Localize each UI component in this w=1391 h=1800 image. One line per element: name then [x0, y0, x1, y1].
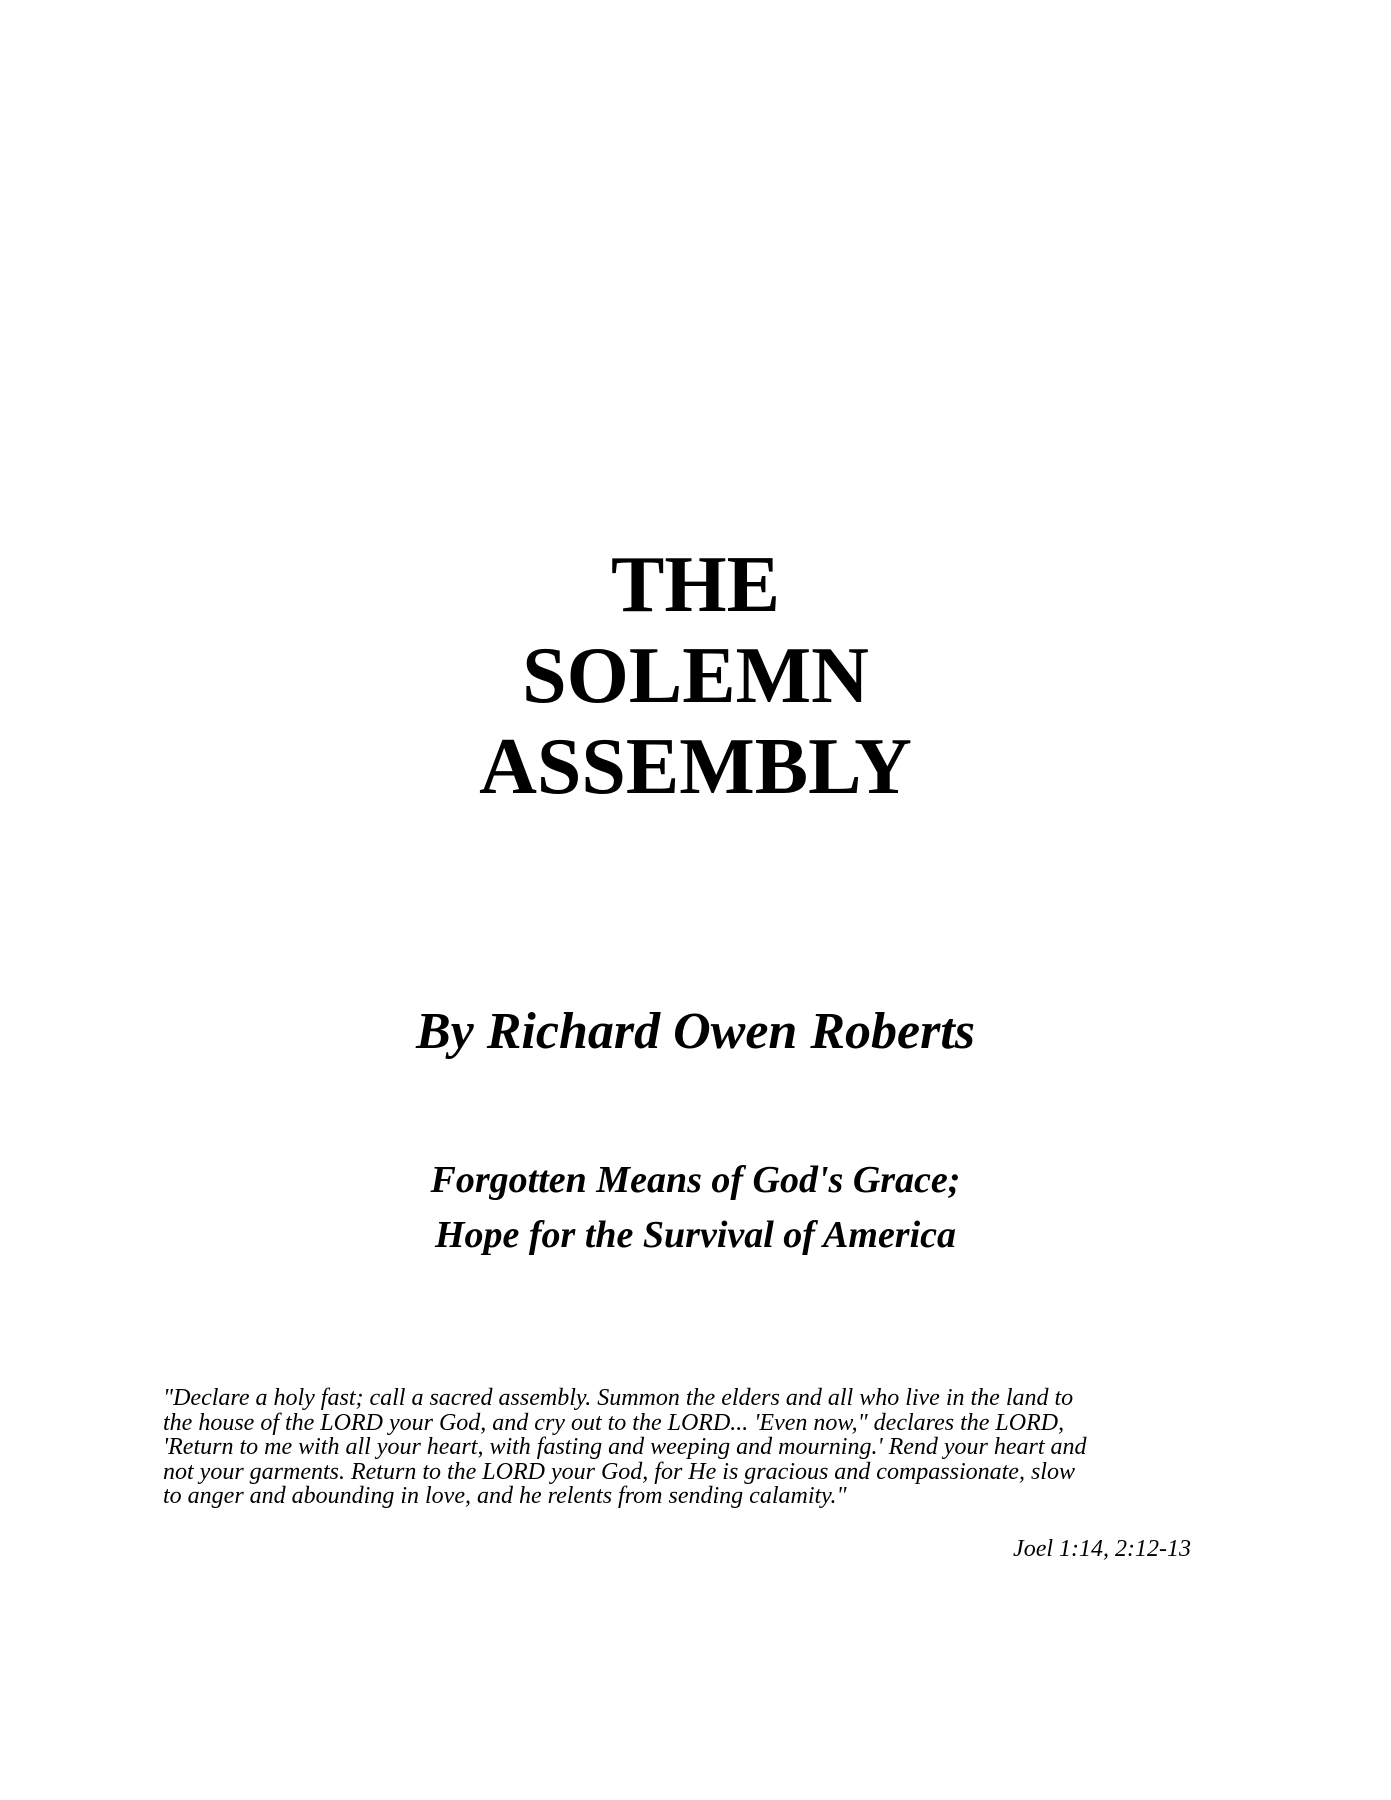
- quote-line: the house of the LORD your God, and cry out to the LORD... 'Even now," declares the LORD,: [163, 1409, 1065, 1436]
- scripture-quote: [163, 1386, 1223, 1509]
- quote-line: 'Return to me with all your heart, with fasting and weeping and mourning.' Rend your heart and: [163, 1434, 1087, 1460]
- quote-line: to anger and abounding in love, and he relents from sending calamity.": [163, 1483, 847, 1509]
- title-line: SOLEMN: [522, 632, 869, 720]
- subtitle: [0, 1153, 1391, 1263]
- subtitle-line: Forgotten Means of God's Grace;: [430, 1159, 961, 1201]
- author-byline: By Richard Owen Roberts: [415, 1003, 976, 1060]
- subtitle-line: Hope for the Survival of America: [434, 1214, 957, 1256]
- document-title: [0, 540, 1391, 813]
- title-line: THE: [611, 541, 780, 629]
- quote-line: not your garments. Return to the LORD your God, for He is gracious and compassionate, slow: [163, 1458, 1075, 1485]
- title-line: ASSEMBLY: [479, 723, 912, 811]
- scripture-citation: Joel 1:14, 2:12-13: [1013, 1536, 1191, 1562]
- quote-line: "Declare a holy fast; call a sacred assembly. Summon the elders and all who live in the land to: [163, 1385, 1074, 1411]
